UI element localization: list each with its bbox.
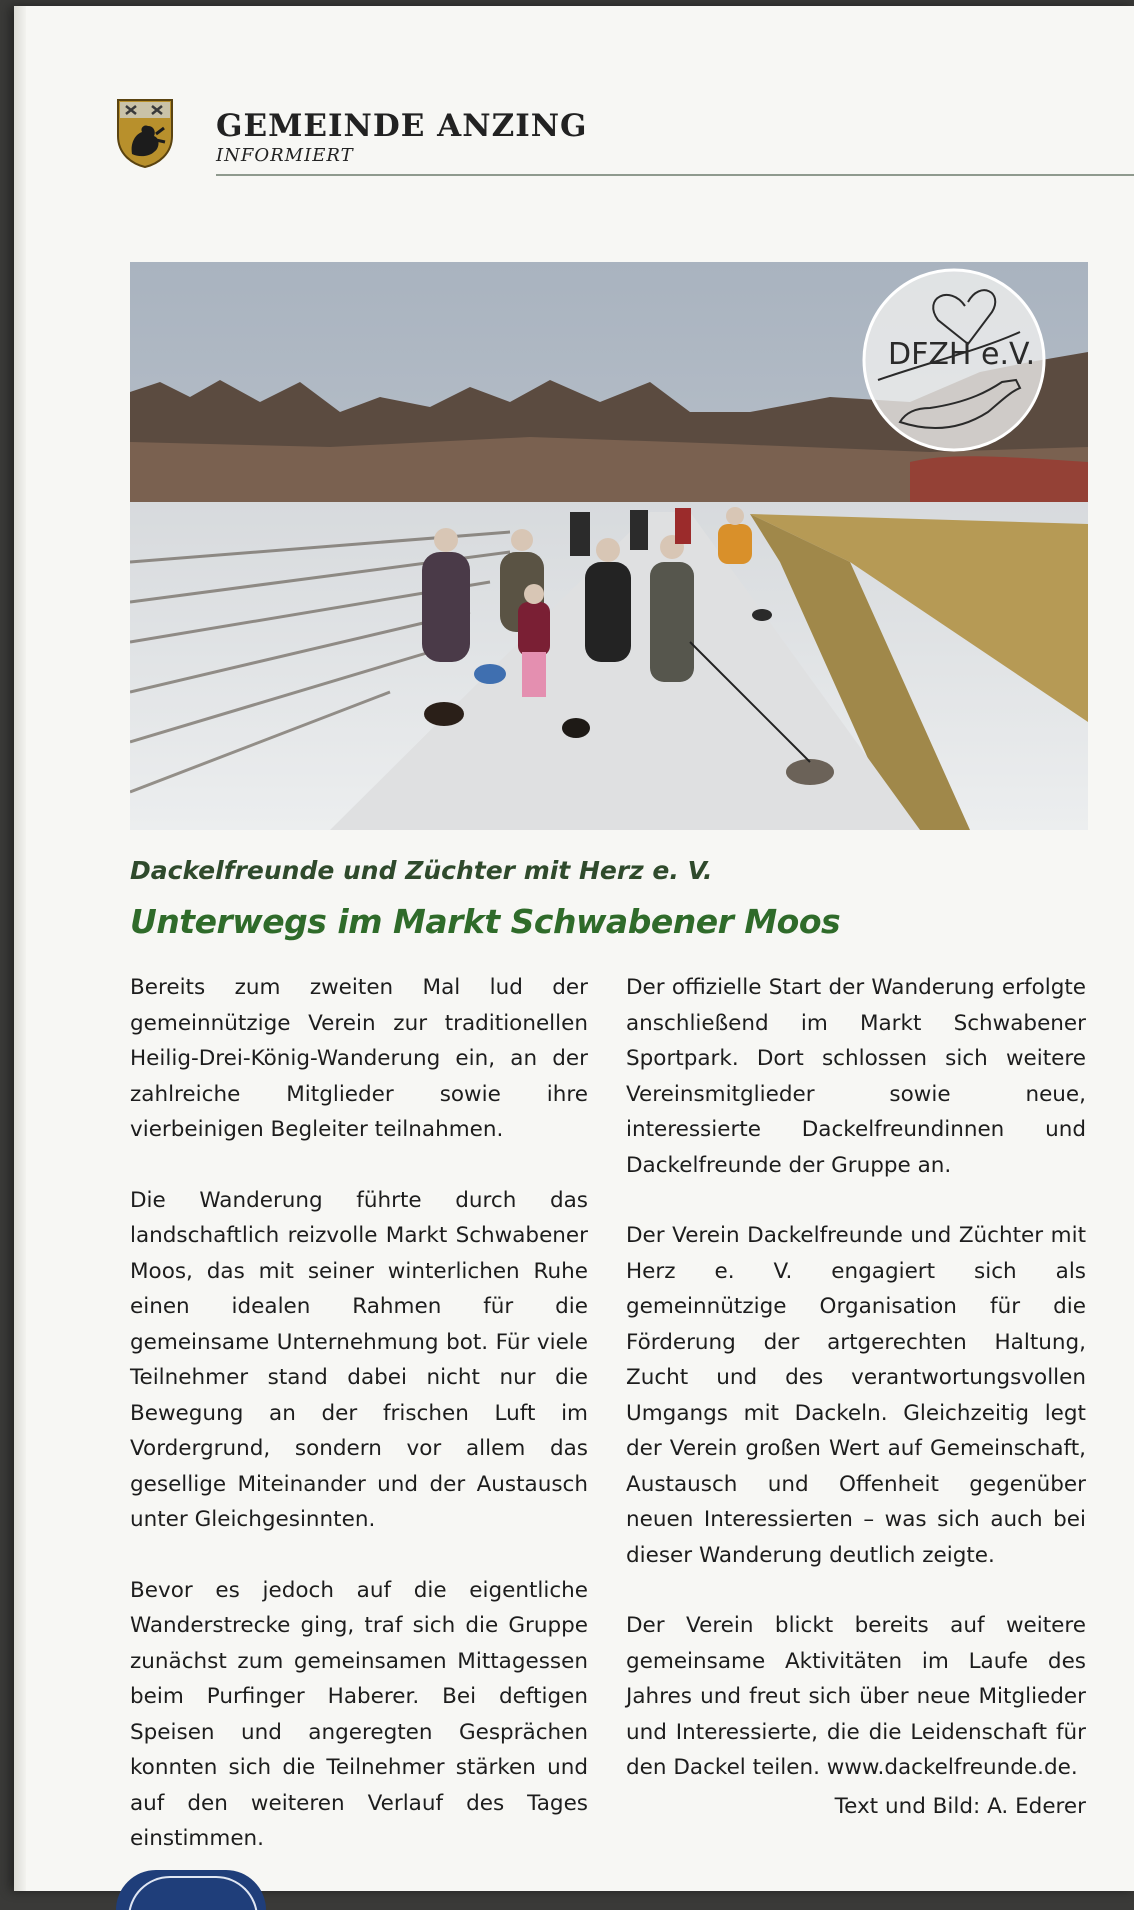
photo-credit: Text und Bild: A. Ederer (834, 1794, 1086, 1819)
paragraph: Der offizielle Start der Wanderung erfolgte anschließend im Markt Schwabener Sportpark. Dort schlossen sich weitere Vereinsmitglieder sowie neue, interessierte Dackelfreundinnen und Dackelfreunde der Gruppe an. (626, 975, 1086, 1178)
article-column-left (130, 970, 588, 1892)
paragraph: Bereits zum zweiten Mal lud der gemeinnützige Verein zur traditionellen Heilig-Drei-König-Wanderung ein, an der zahlreiche Mitglieder sowie ihre vierbeinigen Begleiter teilnahmen. (130, 975, 588, 1142)
article-column-right (626, 970, 1086, 1821)
org-name: GEMEINDE ANZING (216, 108, 588, 144)
article-title: Unterwegs im Markt Schwabener Moos (130, 902, 841, 941)
municipal-crest-icon (116, 98, 174, 168)
svg-text:DFZH e.V.: DFZH e.V. (888, 337, 1036, 372)
paragraph: Der Verein blickt bereits auf weitere gemeinsame Aktivitäten im Laufe des Jahres und freut sich über neue Mitglieder und Interessierte, die die Leidenschaft für den Dackel teilen. www.dackelfreunde.de. (626, 1613, 1086, 1780)
club-logo (864, 270, 1044, 450)
paragraph: Bevor es jedoch auf die eigentliche Wanderstrecke ging, traf sich die Gruppe zunächst zum gemeinsamen Mittagessen beim Purfinger Haberer. Bei deftigen Speisen und angeregten Gesprächen konnten sich die Teilnehmer stärken und auf den weiteren Verlauf des Tages einstimmen. (130, 1577, 588, 1851)
header-rule (216, 174, 1134, 176)
article-kicker: Dackelfreunde und Züchter mit Herz e. V. (130, 856, 713, 885)
page-edge (14, 6, 26, 1891)
paragraph: Die Wanderung führte durch das landschaftlich reizvolle Markt Schwabener Moos, das mit seiner winterlichen Ruhe einen idealen Rahmen für die gemeinsame Unternehmung bot. Für viele Teilnehmer stand dabei nicht nur die Bewegung an der frischen Luft im Vordergrund, sondern vor allem das gesellige Miteinander und der Austausch unter Gleichgesinnten. (130, 1187, 588, 1532)
article-photo (130, 262, 1088, 830)
org-subtitle: INFORMIERT (216, 145, 354, 166)
footer-badge (116, 1870, 266, 1910)
paragraph: Der Verein Dackelfreunde und Züchter mit Herz e. V. engagiert sich als gemeinnützige Organisation für die Förderung der artgerechten Haltung, Zucht und des verantwortungsvollen Umgangs mit Dackeln. Gleichzeitig legt der Verein großen Wert auf Gemeinschaft, Austausch und Offenheit gegenüber neuen Interessierten – was sich auch bei dieser Wanderung deutlich zeigte. (626, 1223, 1086, 1568)
footer-badge-ring (128, 1876, 258, 1910)
